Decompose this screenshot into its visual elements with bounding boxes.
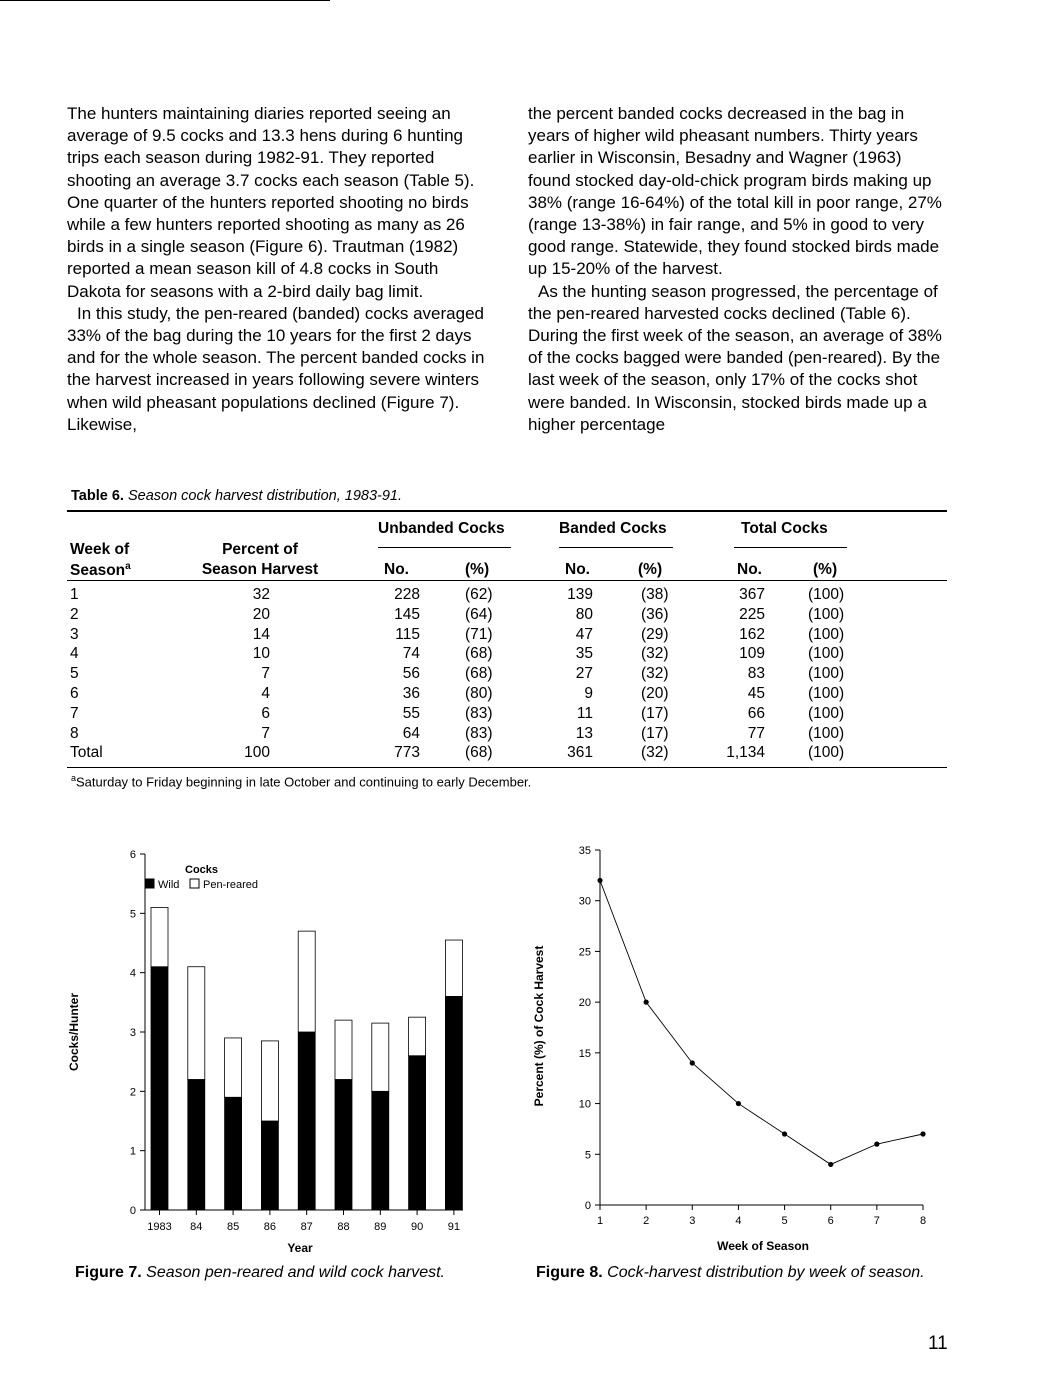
cell-banded-pct: (20): [641, 685, 669, 702]
y-tick-label: 3: [129, 1027, 136, 1039]
header-unbanded-no: No.: [384, 561, 409, 578]
figure-7-chart: [60, 840, 480, 1260]
data-point: [874, 1142, 879, 1147]
cell-unbanded-no: 74: [402, 645, 420, 663]
legend-label-pen-reared: Pen-reared: [203, 879, 259, 891]
cell-pct-season: 14: [252, 625, 270, 643]
x-tick-label: 89: [374, 1221, 387, 1233]
top-rule: [0, 0, 330, 1]
banded-underline: [559, 547, 673, 548]
cell-banded-no: 139: [567, 586, 593, 603]
y-axis-label: Cocks/Hunter: [67, 992, 81, 1072]
cell-banded-no: 35: [575, 645, 593, 663]
x-tick-label: 5: [781, 1215, 788, 1227]
table-header-rule: [67, 580, 947, 581]
header-pct-line2: Season Harvest: [201, 561, 319, 578]
cell-pct-season: 6: [261, 704, 270, 722]
cell-banded-pct: (32): [641, 744, 669, 762]
cell-total-pct: (100): [808, 645, 845, 663]
bar-pen-reared: [409, 1017, 426, 1056]
table-top-rule: [67, 510, 947, 512]
left-column: [67, 103, 487, 436]
cell-unbanded-no: 64: [402, 724, 420, 742]
cell-pct-season: 7: [261, 724, 270, 742]
cell-week: 2: [70, 605, 79, 623]
table-bottom-rule: [67, 767, 947, 768]
x-tick-label: 84: [190, 1221, 203, 1233]
data-point: [920, 1131, 925, 1136]
cell-unbanded-pct: (64): [465, 605, 493, 623]
x-tick-label: 87: [300, 1221, 313, 1233]
x-tick-label: 3: [689, 1215, 696, 1227]
bar-pen-reared: [188, 967, 205, 1080]
bar-pen-reared: [298, 931, 315, 1032]
cell-pct-season: 32: [252, 586, 270, 603]
bar-pen-reared: [445, 940, 462, 996]
cell-total-pct: (100): [808, 724, 845, 742]
cell-total-pct: (100): [808, 625, 845, 643]
y-tick-label: 1: [129, 1145, 136, 1158]
cell-unbanded-pct: (83): [465, 704, 493, 722]
header-week-line2: [70, 561, 131, 580]
bar-wild: [298, 1032, 315, 1210]
legend-swatch-wild: [145, 879, 154, 888]
x-axis-label: Year: [287, 1241, 313, 1255]
cell-banded-pct: (38): [641, 586, 669, 603]
y-tick-label: 0: [584, 1200, 591, 1212]
data-point: [736, 1101, 741, 1106]
cell-unbanded-pct: (71): [465, 625, 493, 643]
cell-pct-season: 10: [252, 645, 270, 663]
header-unbanded-pct: (%): [465, 561, 490, 578]
x-tick-label: 8: [919, 1215, 927, 1227]
cell-unbanded-pct: (62): [465, 586, 493, 603]
cell-unbanded-no: 228: [394, 586, 420, 603]
header-total-pct: (%): [813, 561, 838, 578]
cell-banded-no: 27: [575, 665, 593, 683]
cell-pct-season: 20: [252, 605, 270, 623]
bar-wild: [335, 1079, 352, 1210]
cell-unbanded-no: 55: [402, 704, 420, 722]
cell-banded-pct: (29): [641, 625, 669, 643]
data-point: [644, 1000, 649, 1005]
bar-pen-reared: [335, 1020, 352, 1079]
header-week-line1: Week of: [70, 541, 130, 558]
cell-total-no: 45: [747, 685, 765, 702]
figure-8-label: Figure 8.: [536, 1264, 603, 1281]
cell-banded-no: 47: [575, 625, 593, 643]
header-banded-pct: (%): [638, 561, 663, 578]
header-week-text: Season: [70, 562, 126, 580]
bar-pen-reared: [261, 1041, 278, 1121]
unbanded-underline: [378, 547, 511, 548]
header-total-cocks: Total Cocks: [741, 520, 828, 537]
y-axis-label: Percent (%) of Cock Harvest: [532, 945, 546, 1107]
cell-pct-season: 7: [261, 665, 270, 683]
cell-total-pct: (100): [808, 586, 845, 603]
cell-banded-pct: (32): [641, 665, 669, 683]
cell-unbanded-no: 145: [394, 605, 420, 623]
left-paragraph-2: In this study, the pen-reared (banded) cocks averaged 33% of the bag during the 10 years for the first 2 days and for the whole season. The percent banded cocks in the harvest increased in years following severe winters when wild pheasant populations declined (Figure 7). Likewise,: [67, 303, 485, 434]
page-number: 11: [928, 1333, 948, 1354]
figure-7-caption-text: Season pen-reared and wild cock harvest.: [146, 1264, 445, 1281]
cell-banded-pct: (17): [641, 724, 669, 742]
header-total-no: No.: [737, 561, 762, 578]
cell-week: Total: [70, 744, 103, 762]
data-point: [782, 1131, 787, 1136]
figure-8-caption-text: Cock-harvest distribution by week of season.: [607, 1264, 925, 1281]
y-tick-label: 20: [578, 997, 591, 1010]
cell-pct-season: 100: [244, 744, 270, 762]
bar-pen-reared: [225, 1038, 242, 1097]
cell-total-pct: (100): [808, 685, 845, 702]
cell-unbanded-no: 36: [402, 685, 420, 702]
cell-week: 3: [70, 625, 79, 643]
header-banded-cocks: Banded Cocks: [559, 520, 667, 537]
y-tick-label: 0: [129, 1205, 136, 1217]
cell-total-no: 1,134: [726, 744, 765, 762]
figure-7-label: Figure 7.: [75, 1264, 142, 1281]
table-footnote: [71, 773, 531, 789]
cell-banded-no: 11: [576, 704, 593, 722]
legend-label-wild: Wild: [158, 879, 180, 891]
cell-total-no: 77: [747, 724, 765, 742]
left-paragraph-1: The hunters maintaining diaries reported seeing an average of 9.5 cocks and 13.3 hens during 6 hunting trips each season during 1982-91. They reported shooting an average 3.7 cocks each season (Table 5). One quarter of the hunters reported shooting no birds while a few hunters reported shooting as many as 26 birds in a single season (Figure 6). Trautman (1982) reported a mean season kill of 4.8 cocks in South Dakota for seasons with a 2-bird daily bag limit.: [67, 104, 475, 301]
table-caption: [71, 488, 402, 504]
series-line: [600, 880, 923, 1164]
cell-week: 4: [70, 645, 79, 663]
cell-banded-no: 13: [575, 724, 593, 742]
y-tick-label: 15: [578, 1047, 591, 1060]
y-tick-label: 2: [129, 1086, 136, 1099]
figure-8-caption: [536, 1264, 925, 1282]
figure-7-caption: [75, 1264, 445, 1282]
table-caption-label: Table 6.: [71, 488, 124, 504]
cell-total-no: 225: [739, 605, 765, 623]
cell-banded-pct: (17): [641, 704, 669, 722]
x-tick-label: 85: [226, 1221, 240, 1233]
bar-wild: [225, 1097, 242, 1210]
table-caption-text: Season cock harvest distribution, 1983-91.: [127, 488, 403, 504]
y-tick-label: 6: [129, 849, 136, 861]
cell-total-no: 109: [739, 645, 765, 663]
cell-total-no: 66: [747, 704, 765, 722]
cell-unbanded-no: 115: [395, 625, 420, 643]
cell-week: 6: [70, 685, 79, 702]
x-tick-label: 4: [735, 1215, 742, 1227]
data-point: [597, 878, 602, 883]
data-point: [828, 1162, 833, 1167]
footnote-sup: a: [71, 773, 77, 783]
y-tick-label: 10: [578, 1098, 591, 1111]
bar-wild: [372, 1091, 389, 1210]
cell-week: 1: [70, 586, 79, 603]
cell-unbanded-pct: (68): [465, 645, 493, 663]
x-tick-label: 88: [337, 1221, 350, 1233]
bar-wild: [261, 1121, 278, 1210]
cell-unbanded-pct: (68): [465, 665, 493, 683]
cell-unbanded-pct: (80): [465, 685, 493, 702]
x-tick-label: 2: [643, 1215, 650, 1227]
bar-wild: [409, 1056, 426, 1210]
right-paragraph-2: As the hunting season progressed, the percentage of the pen-reared harvested cocks declined (Table 6). During the first week of the season, an average of 38% of the cocks bagged were banded (pen-reared). By the last week of the season, only 17% of the cocks shot were banded. In Wisconsin, stocked birds made up a higher percentage: [528, 281, 942, 434]
cell-total-pct: (100): [808, 744, 845, 762]
cell-unbanded-pct: (83): [465, 724, 493, 742]
cell-week: 8: [70, 724, 79, 742]
y-tick-label: 4: [129, 967, 136, 980]
cell-total-no: 162: [739, 625, 765, 643]
x-tick-label: 91: [447, 1221, 461, 1233]
y-tick-label: 25: [578, 946, 591, 959]
header-banded-no: No.: [565, 561, 590, 578]
x-axis-label: Week of Season: [717, 1239, 809, 1253]
x-tick-label: 7: [873, 1215, 880, 1227]
cell-banded-pct: (36): [641, 605, 669, 623]
cell-total-no: 83: [747, 665, 765, 683]
bar-pen-reared: [372, 1023, 389, 1091]
cell-banded-no: 361: [567, 744, 593, 762]
cell-banded-no: 9: [584, 685, 593, 702]
bar-wild: [151, 967, 168, 1210]
right-paragraph-1: the percent banded cocks decreased in the bag in years of higher wild pheasant numbers. Thirty years earlier in Wisconsin, Besadny and Wagner (1963) found stocked day-old-chick program birds making up 38% (range 16-64%) of the total kill in poor range, 27% (range 13-38%) in fair range, and 5% in good to very good range. Statewide, they found stocked birds made up 15-20% of the harvest.: [528, 104, 942, 279]
y-tick-label: 5: [584, 1149, 591, 1162]
x-tick-label: 90: [410, 1221, 424, 1233]
cell-total-pct: (100): [808, 605, 845, 623]
cell-week: 5: [70, 665, 79, 683]
cell-unbanded-no: 56: [402, 665, 420, 683]
total-underline: [734, 547, 847, 548]
figure-8-chart: [525, 840, 945, 1260]
x-tick-label: 1983: [147, 1221, 172, 1233]
x-tick-label: 6: [827, 1215, 834, 1227]
cell-banded-pct: (32): [641, 645, 669, 663]
header-unbanded-cocks: Unbanded Cocks: [378, 520, 505, 537]
cell-total-pct: (100): [808, 665, 845, 683]
cell-banded-no: 80: [575, 605, 593, 623]
footnote-text: Saturday to Friday beginning in late October and continuing to early December.: [76, 774, 532, 790]
legend-swatch-pen-reared: [190, 879, 199, 888]
right-column: [528, 103, 948, 436]
header-pct-line1: Percent of: [222, 541, 298, 558]
legend-title: Cocks: [185, 864, 219, 876]
x-tick-label: 86: [263, 1221, 277, 1233]
bar-pen-reared: [151, 907, 168, 966]
bar-wild: [445, 996, 462, 1210]
cell-unbanded-pct: (68): [465, 744, 493, 762]
cell-pct-season: 4: [261, 685, 270, 702]
y-tick-label: 35: [578, 845, 591, 857]
cell-unbanded-no: 773: [394, 744, 420, 762]
cell-total-pct: (100): [808, 704, 845, 722]
bar-wild: [188, 1079, 205, 1210]
header-week-sup: a: [125, 561, 131, 572]
y-tick-label: 30: [578, 895, 591, 908]
cell-week: 7: [70, 704, 79, 722]
x-tick-label: 1: [596, 1215, 604, 1227]
cell-total-no: 367: [739, 586, 765, 603]
data-point: [690, 1060, 695, 1065]
y-tick-label: 5: [129, 908, 136, 921]
